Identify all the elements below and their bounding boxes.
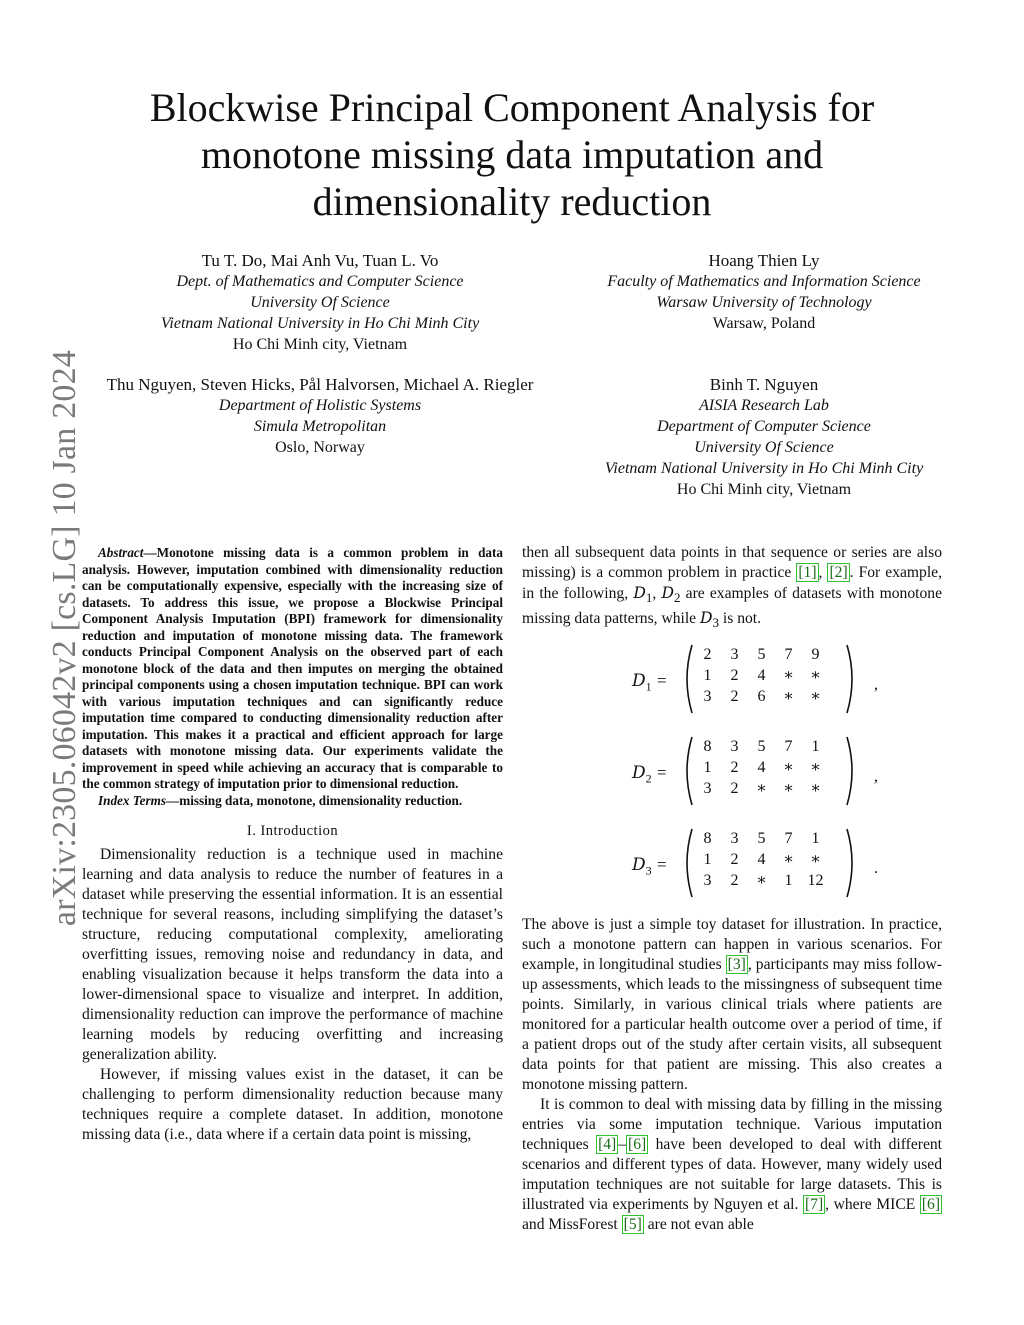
- paragraph: [522, 543, 942, 633]
- section-heading: I. Introduction: [246, 823, 339, 839]
- matrix-cell: 3: [703, 872, 712, 890]
- citation-link[interactable]: [5]: [623, 1216, 642, 1234]
- affiliation-line: Faculty of Mathematics and Information Science: [607, 273, 921, 290]
- matrix-cell: 4: [757, 667, 766, 685]
- matrix-cell: 3: [730, 738, 739, 756]
- matrix-cell: 6: [757, 688, 766, 706]
- matrix-cell: 7: [784, 830, 793, 848]
- math-subscript: 3: [712, 615, 720, 631]
- index-terms-text: —missing data, monotone, dimensionality reduction.: [166, 792, 463, 808]
- abstract: [82, 545, 503, 793]
- matrix-cell: ∗: [810, 851, 821, 869]
- index-terms: [82, 793, 503, 810]
- affiliation-line: Department of Holistic Systems: [218, 397, 422, 414]
- text-run: have been developed to deal with different scenarios and different types of data. However, many widely used imputation techniques are not suitable for large datasets. This is illustrated via experiments by Nguyen et al.: [522, 1136, 942, 1214]
- text-run: ,: [652, 585, 662, 602]
- matrix-cell: ∗: [810, 667, 821, 685]
- arxiv-stamp-area: [18, 350, 83, 970]
- text-run: and MissForest: [522, 1216, 622, 1234]
- right-column: [522, 543, 942, 1235]
- matrix-cell: 4: [757, 759, 766, 777]
- affiliation-line: Warsaw University of Technology: [656, 294, 872, 311]
- citation-link[interactable]: [1]: [798, 564, 817, 581]
- matrix-equations: [522, 641, 942, 909]
- affiliation-location: Ho Chi Minh city, Vietnam: [676, 481, 852, 498]
- affiliation-location: Warsaw, Poland: [712, 315, 816, 332]
- matrix-cell: 3: [703, 780, 712, 798]
- affiliation-location: Oslo, Norway: [275, 439, 365, 456]
- math-subscript: 2: [673, 590, 681, 606]
- matrix-cell: 2: [730, 667, 739, 685]
- paragraph: [522, 1095, 942, 1235]
- text-run: . For example, in the following,: [522, 564, 942, 602]
- citation-link[interactable]: [6]: [921, 1196, 941, 1214]
- paragraph: However, if missing values exist in the dataset, it can be challenging to perform dimensionality reduction because many techniques require a complete dataset. In addition, monotone missing data (i.e., data where if a certain data point is missing,: [82, 1066, 503, 1143]
- citation-link[interactable]: [3]: [727, 956, 746, 974]
- matrix-punct: .: [874, 860, 878, 878]
- matrix-cell: 7: [784, 738, 793, 756]
- left-column: [82, 545, 503, 1145]
- matrix-cell: ∗: [810, 780, 821, 798]
- matrix-cell: 2: [703, 646, 712, 664]
- index-terms-label: Index Terms: [98, 792, 167, 808]
- matrix-cell: ∗: [756, 780, 767, 798]
- matrix-cell: 5: [757, 738, 766, 756]
- matrix-cell: ∗: [783, 780, 794, 798]
- matrix-cell: 2: [730, 872, 739, 890]
- matrix-cell: 4: [757, 851, 766, 869]
- citation-link[interactable]: [2]: [829, 564, 848, 581]
- matrix-cell: ∗: [783, 851, 794, 869]
- matrix-cell: 8: [703, 738, 712, 756]
- text-run: It is common to deal with missing data by filling in the missing entries via some imputation technique. Various imputation techniques: [522, 1096, 942, 1154]
- matrix-cell: ∗: [810, 759, 821, 777]
- matrix-cell: 5: [757, 830, 766, 848]
- citation-link[interactable]: [7]: [804, 1196, 824, 1214]
- author-block-3: [70, 374, 570, 458]
- matrix-cell: ∗: [783, 688, 794, 706]
- matrix-d3: [632, 825, 932, 907]
- author-names: Thu Nguyen, Steven Hicks, Pål Halvorsen, Michael A. Riegler: [106, 375, 534, 394]
- matrix-cell: 2: [730, 688, 739, 706]
- author-names: Tu T. Do, Mai Anh Vu, Tuan L. Vo: [201, 251, 439, 270]
- paragraph: [522, 915, 942, 1095]
- abstract-label: Abstract: [98, 545, 144, 560]
- math-symbol: D: [661, 584, 674, 602]
- text-run: are not evan able: [643, 1216, 754, 1234]
- matrix-d1: [632, 641, 932, 723]
- text-run: , where MICE: [825, 1196, 920, 1214]
- matrix-cell: 3: [730, 646, 739, 664]
- matrix-cell: 1: [703, 851, 712, 869]
- text-run: The above is just a simple toy dataset for illustration. In practice, such a monotone pattern can happen in various scenarios. For example, in longitudinal studies: [522, 916, 942, 974]
- citation-link[interactable]: [4]: [598, 1136, 617, 1154]
- affiliation-line: AISIA Research Lab: [699, 397, 829, 414]
- paper-title: Blockwise Principal Component Analysis for monotone missing data imputation and dimensionality reduction: [149, 85, 875, 224]
- matrix-cell: 2: [730, 851, 739, 869]
- matrix-label: $D_1$ =: [632, 671, 668, 694]
- matrix-d2: [632, 733, 932, 815]
- matrix-cells: [694, 737, 829, 800]
- affiliation-line: University Of Science: [694, 439, 834, 456]
- math-symbol: D: [633, 584, 646, 602]
- matrix-cell: ∗: [810, 688, 821, 706]
- matrix-cell: 3: [703, 688, 712, 706]
- citation-link[interactable]: [6]: [628, 1136, 647, 1154]
- matrix-cell: 5: [757, 646, 766, 664]
- matrix-punct: ,: [874, 768, 878, 786]
- matrix-cell: ∗: [783, 667, 794, 685]
- affiliation-line: Vietnam National University in Ho Chi Minh City: [160, 315, 480, 332]
- affiliation-line: Vietnam National University in Ho Chi Minh City: [604, 460, 924, 477]
- matrix-cells: [694, 645, 829, 708]
- matrix-cell: 9: [811, 646, 820, 664]
- text-run: is not.: [719, 610, 762, 628]
- math-symbol: D: [700, 609, 713, 628]
- affiliation-location: Ho Chi Minh city, Vietnam: [232, 336, 408, 353]
- matrix-punct: ,: [874, 676, 878, 694]
- matrix-cells: [694, 829, 829, 892]
- affiliation-line: University Of Science: [250, 294, 390, 311]
- paragraph: Dimensionality reduction is a technique used in machine learning and data analysis to reduce the number of features in a dataset while preserving the essential information. It is an essential technique for several reasons, including simplifying the dataset’s structure, reducing computational complexity, ameliorating overfitting issues, removing noise and redundancy in data, and enabling visualization because it helps transform the data into a lower-dimensional space to visualize and interpret. In addition, dimensionality reduction can improve the performance of machine learning models by reducing overfitting and increasing generalization ability.: [82, 846, 503, 1063]
- author-block-2: [540, 250, 988, 334]
- matrix-cell: 3: [730, 830, 739, 848]
- author-names: Binh T. Nguyen: [709, 375, 819, 394]
- text-run: are examples of datasets with monotone missing data patterns, while: [522, 585, 943, 628]
- matrix-cell: 2: [730, 759, 739, 777]
- abstract-text: —Monotone missing data is a common problem in data analysis. However, imputation combined with dimensionality reduction can be computationally expensive, especially with the increasing size of datasets. To address this issue, we propose a Blockwise Principal Component Analysis Imputation (BPI) framework for dimensionality reduction and imputation of monotone missing data. The framework conducts Principal Component Analysis on the observed part of each monotone block of the data and then imputes on merging the obtained principal components using a chosen imputation technique. BPI can work with various imputation techniques and can significantly reduce imputation time compared to conducting dimensionality reduction after imputation. This makes it a practical and efficient approach for large datasets with monotone missing data. Our experiments validate the improvement in speed while achieving an accuracy that is comparable to the common strategy of imputation prior to dimensional reduction.: [82, 545, 503, 791]
- text-run: ,: [818, 564, 828, 581]
- text-run: –: [618, 1136, 627, 1154]
- matrix-cell: 1: [811, 738, 820, 756]
- author-names: Hoang Thien Ly: [708, 251, 820, 270]
- matrix-label: $D_3$ =: [632, 855, 668, 878]
- math-subscript: 1: [645, 590, 653, 606]
- text-run: , participants may miss follow-up assessments, which leads to the missingness of subsequent time points. Similarly, in various clinical trials where patients are monitored for a particular health outcome over a period of time, if a patient drops out of the study after certain visits, all subsequent data points for that patient are missing. This also creates a monotone missing pattern.: [522, 956, 942, 1094]
- matrix-label: $D_2$ =: [632, 763, 668, 786]
- text-run: then all subsequent data points in that sequence or series are also missing) is a common problem in practice: [522, 544, 942, 581]
- matrix-cell: 1: [784, 872, 793, 890]
- affiliation-line: Dept. of Mathematics and Computer Science: [176, 273, 464, 290]
- matrix-cell: ∗: [783, 759, 794, 777]
- matrix-cell: 1: [811, 830, 820, 848]
- matrix-cell: 12: [807, 872, 824, 890]
- affiliation-line: Simula Metropolitan: [253, 418, 387, 435]
- matrix-cell: 1: [703, 759, 712, 777]
- author-block-4: [540, 374, 988, 500]
- arxiv-id: arXiv:2305.06042v2 [cs.LG] 10 Jan 2024: [46, 350, 83, 927]
- matrix-cell: 8: [703, 830, 712, 848]
- matrix-cell: 2: [730, 780, 739, 798]
- matrix-cell: ∗: [756, 872, 767, 890]
- matrix-cell: 7: [784, 646, 793, 664]
- affiliation-line: Department of Computer Science: [657, 418, 871, 435]
- matrix-cell: 1: [703, 667, 712, 685]
- author-block-1: [100, 250, 540, 355]
